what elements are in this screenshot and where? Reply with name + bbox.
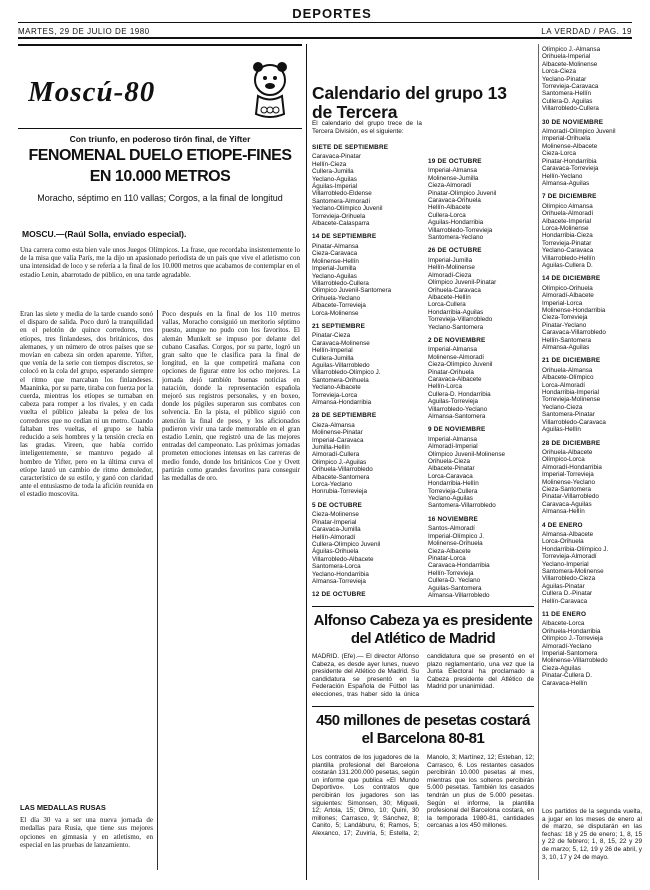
fixture-match: Santomera-Orihuela xyxy=(312,376,369,384)
fixture-match: Águilas-Imperial xyxy=(312,183,358,191)
fixture-match: Hellín-Yeclano xyxy=(542,172,583,180)
fixture-match: Imperial-Lorca xyxy=(542,299,583,307)
fixture-match: Almoradí-Imperial xyxy=(428,443,478,451)
fixture-match: Caravaca-Villarrobledo xyxy=(542,329,606,337)
fixture-match: Cieza-Olímpico Juvenil xyxy=(428,361,493,369)
fixture-match: Aguilas-Cullera D. xyxy=(542,261,593,269)
fixture-match: Cieza-Molinense xyxy=(312,511,359,519)
fixture-match: Molinense-Hellín xyxy=(312,257,359,265)
fixture-match: Cullera-Jumilla xyxy=(312,168,354,176)
fixture-match: Orihuela-Almoradí xyxy=(542,210,594,218)
fixture-match: Hellín-Santomera xyxy=(542,336,591,344)
fixture-date-heading: 4 DE ENERO xyxy=(542,521,583,529)
issue-date: MARTES, 29 DE JULIO DE 1980 xyxy=(18,27,150,36)
fixture-match: Hellín-Caravaca xyxy=(542,597,588,605)
fixture-match: Almansa-Aguilas xyxy=(542,344,590,352)
fixture-match: Pinatar-Hondarribia xyxy=(542,157,597,165)
fixture-match: Villarrobledo-Olímpico J. xyxy=(312,369,381,377)
fixture-match: Aguilas-Pinatar xyxy=(542,582,585,590)
fixture-match: Olímpico-Orihuela xyxy=(542,284,593,292)
medallas-section-title: LAS MEDALLAS RUSAS xyxy=(20,803,106,812)
fixture-match: Aguilas-Santomera xyxy=(428,584,482,592)
fixture-match: Albacete-Santomera xyxy=(312,473,370,481)
fixture-match: Cullera-D. Yeclano xyxy=(428,577,481,585)
fixture-date-heading: 21 DE DICIEMBRE xyxy=(542,357,601,365)
fixture-match: Jumilla-Hellín xyxy=(312,444,350,452)
fixture-match: Albacete-Imperial xyxy=(542,217,591,225)
fixture-match: Almoradí-Cieza xyxy=(428,271,472,279)
fixture-match: Santomera-Villarrobledo xyxy=(428,502,496,510)
fixture-match: Santomera-Pinatar xyxy=(542,411,595,419)
fixture-match: Santomera-Molinense xyxy=(542,568,604,575)
fixture-match: Orihuela-Yeclano xyxy=(312,294,361,302)
tercera-footnote: Los partidos de la segunda vuelta, a jugar en los meses de enero al de marzo, se disputarán en las fechas: 18 y 25 de enero; 1, 8, 15 y 22 de febrero; 1, 8, 15, 22 y 29 de marzo; 5, 12, 19 y 26 de abril, y 3, 10, 17 y 24 de mayo. xyxy=(542,808,642,861)
fixture-match: Lorca-Almoradí xyxy=(542,381,586,389)
fixture-match: Villarrobledo-Torrevieja xyxy=(428,226,493,234)
fixture-match: Villarrobledo-Yeclano xyxy=(428,405,488,413)
fixture-match: Yeclano-Albacete xyxy=(312,384,361,392)
fixture-match: Imperial-Almansa xyxy=(428,167,477,175)
fixture-match: Olímpico J.-Almansa xyxy=(542,46,601,53)
fixture-match: Lorca-Molinense xyxy=(312,309,359,317)
fixture-match: Pinatar-Orihuela xyxy=(428,368,474,376)
fixture-match: Pinatar-Almansa xyxy=(312,242,359,250)
moscu-headline-2: EN 10.000 METROS xyxy=(89,168,231,185)
fixture-match: Villarrobledo-Eldense xyxy=(312,190,372,198)
fixture-match: Hondarribia-Aguilas xyxy=(428,308,484,316)
fixture-match: Olímpico J.-Torrevieja xyxy=(542,635,603,643)
fixture-match: Olímpico Almansa xyxy=(542,202,593,210)
fixture-match: Pinatar-Cieza xyxy=(312,332,351,340)
fixture-match: Imperial-Jumilla xyxy=(312,265,357,273)
fixture-match: Molinense-Pinatar xyxy=(312,429,363,437)
fixture-match: Molinense-Jumilla xyxy=(428,174,479,182)
fixture-match: Cieza-Almansa xyxy=(312,421,355,429)
fixture-match: Almansa-Hondarribia xyxy=(312,399,372,406)
fixture-match: Lorca-Caravaca xyxy=(428,472,473,480)
fixture-match: Caravaca-Hondarribia xyxy=(428,562,490,570)
fixture-match: Pinatar-Cullera D. xyxy=(542,672,593,680)
page-divider xyxy=(306,44,307,880)
fixture-match: Honrubia-Torrevieja xyxy=(312,488,367,496)
moscu-kicker: Con triunfo, en poderoso tirón final, de Yifter xyxy=(69,134,251,144)
fixture-match: Hellín-Imperial xyxy=(312,347,353,355)
fixture-match: Lorca-Yeclano xyxy=(312,481,353,489)
fixture-match: Santomera-Lorca xyxy=(312,563,361,571)
fixture-date-heading: 30 DE NOVIEMBRE xyxy=(542,118,604,126)
fixture-match: Cieza-Lorca xyxy=(542,150,576,158)
fixture-date-heading: 14 DE DICIEMBRE xyxy=(542,275,601,283)
fixture-match: Pinatar-Olímpico Juvenil xyxy=(428,189,497,197)
fixture-match: Caravaca-Albacete xyxy=(428,375,482,383)
barcelona-body: Los contratos de los jugadores de la plantilla profesional del Barcelona costarán 131.200.000 pesetas, según un informe que publica «El Mundo Deportivo». Los contratos que percibirán los jugadores son las siguientes: Simonsen, 30; Migueli, 12; Artola, 15; Olmo, 10; Quini, 30 millones; Carrasco, 9; Sánchez, 8; Canito, 5; Landáburu, 6; Ramos, 5; Alexanco, 17; Zuviría, 5; Estella, 2; Manolo, 3; Martínez, 12; Esteban, 12; Carrasco, 6. Los restantes casados percibirán 10.000 pesetas al mes, mientras que los solteros percibirán 5.000 pesetas. También los casados tendrán un plus de 5.000 pesetas. Según el informe, la plantilla profesional del Barcelona costará, en la temporada 1980-81, cantidades cercanas a los 450 millones. xyxy=(312,754,534,837)
fixture-match: Caravaca-Orihuela xyxy=(428,197,481,205)
fixture-match: Hellín-Cieza xyxy=(312,160,347,168)
fixture-match: Pinatar-Villarrobledo xyxy=(542,493,599,501)
tercera-intro: El calendario del grupo trece de la Tercera División, es el siguiente: xyxy=(312,120,422,135)
olympic-bear-icon xyxy=(240,58,300,124)
barcelona-top-rule xyxy=(312,706,534,707)
fixture-match: Molinense-Villarrobledo xyxy=(542,657,608,665)
fixture-match: Albacete-Calasparra xyxy=(312,220,370,228)
fixture-match: Cullera-D. Aguilas xyxy=(542,97,593,105)
fixture-match: Aguilas-Villarrobledo xyxy=(312,361,370,369)
fixture-match: Imperial-Olímpico J. xyxy=(428,532,484,540)
fixture-match: Águilas-Orihuela xyxy=(312,548,359,556)
fixture-match: Cullera-Jumilla xyxy=(312,354,354,362)
fixture-match: Olímpico Juvenil-Molinense xyxy=(428,450,505,458)
tercera-col-2 xyxy=(428,152,538,600)
fixture-match: Almoradí-Albacete xyxy=(542,292,594,300)
fixture-match: Albacete-Torrevieja xyxy=(312,302,366,310)
fixture-match: Santomera-Almoradí xyxy=(312,197,371,205)
fixture-match: Olímpico Juvenil-Santomera xyxy=(312,287,392,295)
fixture-match: Yeclano-Aguilas xyxy=(312,272,357,280)
tercera-col-3 xyxy=(542,46,642,816)
fixture-match: Aguilas-Torrevieja xyxy=(428,398,479,406)
moscu-dateline: MOSCU.—(Raúl Solla, enviado especial). xyxy=(22,229,187,239)
fixture-match: Yeclano-Olímpico Juvenil xyxy=(312,205,383,213)
fixture-date-heading: 9 DE NOVIEMBRE xyxy=(428,426,486,434)
fixture-match: Albacete-Hellín xyxy=(428,293,471,301)
fixture-match: Hondarribia-Cieza xyxy=(542,232,593,240)
moscu-logo: Moscú-80 xyxy=(28,76,156,108)
fixture-match: Hondarribia-Imperial xyxy=(542,389,600,397)
fixture-match: Imperial-Almansa xyxy=(428,346,477,354)
fixture-match: Yeclano-Aguilas xyxy=(312,175,357,183)
fixture-match: Imperial-Jumilla xyxy=(428,256,473,264)
fixture-date-heading: 26 DE OCTUBRE xyxy=(428,247,482,255)
fixture-match: Caravaca-Torrevieja xyxy=(542,165,599,173)
fixture-match: Hellín-Lorca xyxy=(428,383,462,391)
fixture-match: Caravaca-Aguilas xyxy=(542,500,592,508)
cabeza-headline: Alfonso Cabeza ya es presidente del Atlético de Madrid xyxy=(313,612,533,647)
fixture-match: Hondarribia-Hellín xyxy=(428,480,479,488)
fixture-match: Molinense-Albacete xyxy=(542,142,598,150)
fixture-match: Hellín-Albacete xyxy=(428,204,471,212)
fixture-match: Almansa-Torrevieja xyxy=(312,577,366,585)
fixture-match: Cullera-Olímpico Juvenil xyxy=(312,540,381,548)
fixture-match: Albacete-Pinatar xyxy=(428,465,475,473)
fixture-date-heading: 21 SEPTIEMBRE xyxy=(312,322,366,330)
fixture-date-heading: 28 DE SEPTIEMBRE xyxy=(312,412,377,420)
fixture-match: Almoradí-Hondarribia xyxy=(542,463,602,471)
fixture-match: Santos-Almoradí xyxy=(428,525,475,533)
fixture-match: Villarrobledo-Cieza xyxy=(542,575,596,583)
fixture-match: Albacete-Molinense xyxy=(542,60,598,68)
fixture-match: Villarrobledo-Cullera xyxy=(542,105,599,113)
moscu-top-rule xyxy=(18,44,302,46)
fixture-match: Yeclano-Santomera xyxy=(428,323,484,331)
moscu-lead: Una carrera como esta bien vale unos Juegos Olímpicos. La frase, que recordaba insistentemente lo de la misa que valía París, me la dijo un apasionado periodista de un país que vive el atletismo con una intensidad de loco y se refería a la final de los 10.000 metros que acabamos de contemplar en el estadio Lenin, abarrotado de público, en una tarde agradable. xyxy=(20,246,300,279)
fixture-match: Torrevieja-Orihuela xyxy=(312,212,366,220)
moscu-logo-rule xyxy=(18,128,302,129)
fixture-match: Cieza-Albacete xyxy=(428,547,471,555)
tercera-headline: Calendario del grupo 13 de Tercera xyxy=(312,84,507,122)
fixture-match: Orihuela-Albacete xyxy=(542,448,593,456)
fixture-match: Hellín-Almoradí xyxy=(312,533,356,541)
fixture-match: Orihuela-Caravaca xyxy=(428,286,481,294)
fixture-date-heading: 7 DE DICIEMBRE xyxy=(542,193,597,201)
tercera-col-1 xyxy=(312,138,422,600)
fixture-match: Pinatar-Yeclano xyxy=(542,321,587,329)
fixture-date-heading: 12 DE OCTUBRE xyxy=(312,591,366,599)
fixture-match: Aguilas-Hellín xyxy=(542,426,581,434)
fixture-match: Almansa-Albacete xyxy=(542,530,594,538)
fixture-match: Villarrobledo-Caravaca xyxy=(542,418,606,426)
fixture-match: Imperial-Torrevieja xyxy=(542,471,594,479)
fixture-date-heading: 2 DE NOVIEMBRE xyxy=(428,336,486,344)
fixture-match: Molinense-Almoradí xyxy=(428,353,484,361)
fixture-match: Yeclano-Caravaca xyxy=(542,247,594,255)
fixture-date-heading: 19 DE OCTUBRE xyxy=(428,158,482,165)
fixture-match: Caravaca-Jumilla xyxy=(312,526,361,534)
fixture-match: Almoradí-Olímpico Juvenil xyxy=(542,128,616,136)
moscu-col-divider xyxy=(157,310,158,870)
moscu-column-1 xyxy=(20,310,153,875)
fixture-match: Almansa-Santomera xyxy=(428,413,486,420)
fixture-match: Lorca-Cieza xyxy=(542,68,576,76)
fixture-match: Torrevieja-Villarrobledo xyxy=(428,316,493,324)
fixture-match: Almoradí-Yeclano xyxy=(542,642,592,650)
fixture-match: Santomera-Yeclano xyxy=(428,234,484,242)
fixture-match: Yeclano-Aguilas xyxy=(428,495,473,503)
fixture-match: Torrevieja-Molinense xyxy=(542,396,601,404)
cabeza-top-rule xyxy=(312,606,534,607)
fixture-match: Olímpico-Lorca xyxy=(542,456,585,464)
fixture-match: Imperial-Almansa xyxy=(428,435,477,443)
fixture-match: Orihuela-Imperial xyxy=(542,53,591,61)
cabeza-body: MADRID. (Efe).— El director Alfonso Cabeza, es desde ayer lunes, nuevo presidente del Atlético de Madrid. Su candidatura se presentó en la Federación Española de Fútbol las elecciones, tras haber sido la única candidatura que se presentó en el plazo reglamentario, una vez que la Junta Electoral ha proclamado a Cabeza presidente del Atlético de Madrid por unanimidad. xyxy=(312,653,534,698)
fixture-match: Cieza-Torrevieja xyxy=(542,314,588,322)
fixture-date-heading: 28 DE DICIEMBRE xyxy=(542,439,601,447)
fixture-match: Santomera-Hellín xyxy=(542,90,591,98)
fixture-match: Caravaca-Pinatar xyxy=(312,153,361,161)
fixture-match: Pinatar-Lorca xyxy=(428,554,466,562)
fixture-match: Yeclano-Hondarribia xyxy=(312,570,369,578)
barcelona-headline: 450 millones de pesetas costará el Barcelona 80-81 xyxy=(316,712,530,747)
fixture-match: Almansa-Aguilas xyxy=(542,179,590,187)
moscu-subhead: Moracho, séptimo en 110 vallas; Corgos, a la final de longitud xyxy=(37,193,283,203)
fixture-match: Almoradí-Cullera xyxy=(312,451,360,459)
fixture-match: Cieza-Almoradí xyxy=(428,182,472,190)
fixture-match: Hellín-Molinense xyxy=(428,264,475,272)
fixture-match: Cullera-D. Hondarribia xyxy=(428,390,491,398)
fixture-match: Albacete-Olímpico xyxy=(542,374,594,382)
fixture-match: Lorca-Orihuela xyxy=(542,538,584,546)
fixture-match: Cieza-Santomera xyxy=(542,485,591,493)
fixture-match: Lorca-Molinense xyxy=(542,224,589,232)
fixture-match: Molinense-Orihuela xyxy=(428,540,483,548)
fixture-date-heading: 16 NOVIEMBRE xyxy=(428,515,478,523)
fixture-match: Cullera-Lorca xyxy=(428,211,466,219)
fixture-match: Orihuela-Cieza xyxy=(428,458,470,466)
fixture-match: Albacete-Lorca xyxy=(542,620,585,628)
fixture-match: Villarrobledo-Cullera xyxy=(312,279,369,287)
fixture-match: Imperial-Santomera xyxy=(542,650,598,658)
fixture-match: Almansa-Hellín xyxy=(542,508,585,516)
moscu-headline-1: FENOMENAL DUELO ETIOPE-FINES xyxy=(28,147,292,164)
fixture-match: Villarrobledo-Albacete xyxy=(312,555,374,563)
fixture-match: Yeclano-Imperial xyxy=(542,560,589,568)
fixture-match: Imperial-Orihuela xyxy=(542,135,591,143)
tercera-divider xyxy=(538,44,539,880)
fixture-match: Olímpico Juvenil-Pinatar xyxy=(428,279,497,287)
fixture-match: Olímpico J.-Aguilas xyxy=(312,458,367,466)
section-title: DEPORTES xyxy=(292,6,372,21)
fixture-match: Torrevieja-Pinatar xyxy=(542,239,592,247)
fixture-match: Orihuela-Villarrobledo xyxy=(312,466,373,474)
fixture-match: Hellín-Torrevieja xyxy=(428,569,474,577)
fixture-match: Torrevieja-Lorca xyxy=(312,391,358,399)
fixture-match: Orihuela-Almansa xyxy=(542,366,593,374)
moscu-column-1-text: Eran las siete y media de la tarde cuando sonó el disparo de salida. Poco duró la tranquilidad en el pelotón de quince corredores, tres etíopes, tres finlandeses, dos británicos, dos alemanes, y un número de otros países que se movían en cabeza sin orden aparente. Yifter, que venía de la serie con tiempos discretos, se colocó en la cola del grupo, esperando siempre el ritmo que marcaban los finlandeses. Maaninka, por su parte, tiraba con fuerza por la cuerda, mientras los etíopes se turnaban en cabeza para romper a los rivales, y en cada vuelta el público jaleaba la pelea de los corredores que no cedían ni un metro. Cuando faltaban tres vueltas, el grupo se había reducido a seis hombres y la tensión crecía en las gradas. Vireen, que había corrido inteligentemente, se mantuvo pegado al hombro de Yifter, pero en la última curva el etíope lanzó un cambio de ritmo demoledor, característico de su estilo, y ganó con claridad ante el entusiasmo de toda la afición reunida en el estadio moscovita. xyxy=(20,310,153,499)
fixture-match: Pinatar-Imperial xyxy=(312,518,357,526)
fixture-date-heading: 5 DE OCTUBRE xyxy=(312,501,362,509)
fixture-match: Yeclano-Cieza xyxy=(542,403,583,411)
fixture-match: Cieza-Aguilas xyxy=(542,664,581,672)
fixture-match: Aguilas-Hondarribia xyxy=(428,219,484,227)
fixture-match: Hondarribia-Olímpico J. xyxy=(542,545,609,553)
fixture-match: Caravaca-Molinense xyxy=(312,339,370,347)
fixture-match: Lorca-Cullera xyxy=(428,301,466,309)
fixture-match: Torrevieja-Caravaca xyxy=(542,83,599,91)
fixture-match: Torrevieja-Cullera xyxy=(428,487,478,495)
moscu-column-2: Poco después en la final de los 110 metros vallas, Moracho consiguió un meritorio séptimo puesto, aunque no pudo con los favoritos. El alemán Munkelt se impuso por delante del cubano Casañas. Corgos, por su parte, logró un gran salto que le clasifica para la final de longitud, en la que competirá mañana con opciones de figurar entre los ocho mejores. La jornada dejó también buenas noticias en natación, donde la representación española mejoró sus registros personales, y en boxeo, donde los púgiles superaron sus combates con solvencia. En la pista, el público siguió con atención la final de peso, y los aficionados pudieron vivir una tarde memorable en el gran estadio Lenin, que registró una de las mejores entradas del campeonato. Las próximas jornadas prometen emociones intensas en las carreras de medio fondo, donde los británicos Coe y Ovett partirán como grandes favoritos para conseguir las medallas de oro. xyxy=(162,310,300,483)
masthead-rule-2 xyxy=(18,37,632,39)
fixture-date-heading: SIETE DE SEPTIEMBRE xyxy=(312,144,389,151)
fixture-date-heading: 14 DE SEPTIEMBRE xyxy=(312,233,377,241)
fixture-match: Cullera D.-Pinatar xyxy=(542,590,593,598)
fixture-match: Molinense-Hondarribia xyxy=(542,307,606,314)
fixture-match: Cieza-Caravaca xyxy=(312,250,358,258)
fixture-match: Yeclano-Pinatar xyxy=(542,75,587,83)
masthead-rule xyxy=(18,22,632,23)
fixture-match: Caravaca-Hellín xyxy=(542,679,588,687)
fixture-match: Torrevieja-Almoradí xyxy=(542,553,597,561)
fixture-match: Orihuela-Hondarribia xyxy=(542,627,601,635)
fixture-match: Molinense-Yeclano xyxy=(542,478,595,486)
fixture-match: Villarrobledo-Hellín xyxy=(542,254,596,262)
medallas-text: El día 30 va a ser una nueva jornada de medallas para Rusia, que tiene sus mejores opciones en gimnasia y en atletismo, en especial en las pruebas de lanzamiento. xyxy=(20,816,153,849)
paper-page: LA VERDAD / PAG. 19 xyxy=(541,27,632,36)
fixture-match: Almansa-Villarrobledo xyxy=(428,591,490,599)
fixture-match: Imperial-Caravaca xyxy=(312,436,364,444)
fixture-date-heading: 11 DE ENERO xyxy=(542,611,587,619)
